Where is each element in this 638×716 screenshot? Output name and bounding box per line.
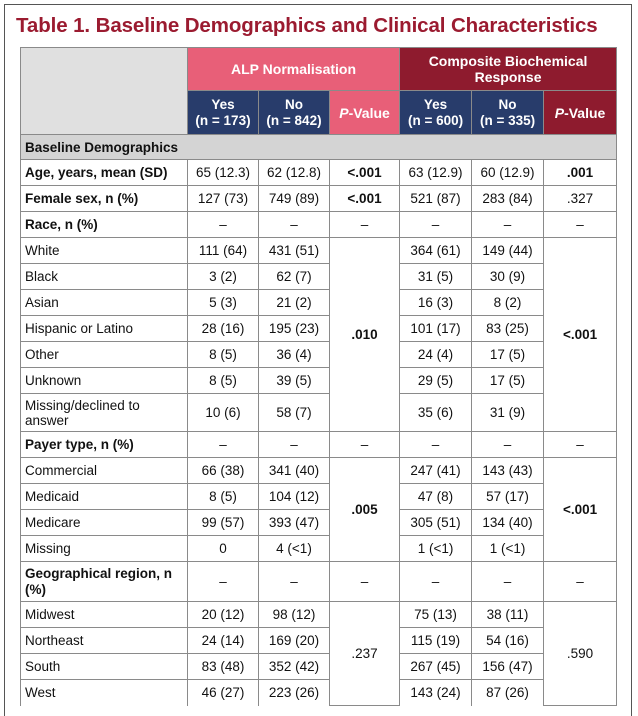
table-row xyxy=(21,654,617,680)
p-value-cell: .327 xyxy=(544,186,617,212)
row-label: Midwest xyxy=(21,602,188,628)
cell: 3 (2) xyxy=(188,264,259,290)
composite-response-header: Composite Biochemical Response xyxy=(400,48,617,91)
table-row xyxy=(21,432,617,458)
table-row xyxy=(21,536,617,562)
cell: 8 (5) xyxy=(188,368,259,394)
table-row xyxy=(21,394,617,432)
cell: 1 (<1) xyxy=(400,536,472,562)
cell: 54 (16) xyxy=(472,628,544,654)
cell: 8 (5) xyxy=(188,484,259,510)
cell: 169 (20) xyxy=(259,628,330,654)
cell: 267 (45) xyxy=(400,654,472,680)
dash-cell: – xyxy=(472,432,544,458)
alp-p-value-header: P-Value xyxy=(330,91,400,135)
row-label: Asian xyxy=(21,290,188,316)
dash-cell: – xyxy=(330,212,400,238)
dash-cell: – xyxy=(544,562,617,602)
table-row xyxy=(21,510,617,536)
cell: 115 (19) xyxy=(400,628,472,654)
cell: 1 (<1) xyxy=(472,536,544,562)
dash-cell: – xyxy=(544,432,617,458)
cell: 98 (12) xyxy=(259,602,330,628)
cell: 63 (12.9) xyxy=(400,160,472,186)
cbr-yes-header: Yes (n = 600) xyxy=(400,91,472,135)
table-row xyxy=(21,628,617,654)
cell: 30 (9) xyxy=(472,264,544,290)
cell: 99 (57) xyxy=(188,510,259,536)
cell: 31 (9) xyxy=(472,394,544,432)
cell: 127 (73) xyxy=(188,186,259,212)
cell: 134 (40) xyxy=(472,510,544,536)
alp-yes-header: Yes (n = 173) xyxy=(188,91,259,135)
cell: 101 (17) xyxy=(400,316,472,342)
dash-cell: – xyxy=(400,562,472,602)
dash-cell: – xyxy=(472,562,544,602)
table-row xyxy=(21,264,617,290)
p-value-cell: <.001 xyxy=(544,238,617,432)
dash-cell: – xyxy=(188,432,259,458)
cell: 17 (5) xyxy=(472,368,544,394)
cell: 195 (23) xyxy=(259,316,330,342)
cell: 36 (4) xyxy=(259,342,330,368)
dash-cell: – xyxy=(188,212,259,238)
table-row xyxy=(21,238,617,264)
cell: 749 (89) xyxy=(259,186,330,212)
p-value-cell: .237 xyxy=(330,602,400,706)
cell: 352 (42) xyxy=(259,654,330,680)
cell: 247 (41) xyxy=(400,458,472,484)
row-label: Other xyxy=(21,342,188,368)
cbr-no-header: No (n = 335) xyxy=(472,91,544,135)
row-label: Payer type, n (%) xyxy=(21,432,188,458)
row-label: Unknown xyxy=(21,368,188,394)
dash-cell: – xyxy=(544,212,617,238)
row-label: Geographical region, n (%) xyxy=(21,562,188,602)
dash-cell: – xyxy=(259,212,330,238)
cell: 223 (26) xyxy=(259,680,330,706)
cell: 62 (7) xyxy=(259,264,330,290)
table-row xyxy=(21,562,617,602)
cell: 29 (5) xyxy=(400,368,472,394)
cell: 149 (44) xyxy=(472,238,544,264)
cell: 57 (17) xyxy=(472,484,544,510)
cbr-p-value-header: P-Value xyxy=(544,91,617,135)
cell: 35 (6) xyxy=(400,394,472,432)
table-row xyxy=(21,368,617,394)
cell: 21 (2) xyxy=(259,290,330,316)
cell: 17 (5) xyxy=(472,342,544,368)
cell: 87 (26) xyxy=(472,680,544,706)
p-value-cell: .590 xyxy=(544,602,617,706)
cell: 28 (16) xyxy=(188,316,259,342)
dash-cell: – xyxy=(330,562,400,602)
cell: 60 (12.9) xyxy=(472,160,544,186)
cell: 46 (27) xyxy=(188,680,259,706)
table-row xyxy=(21,602,617,628)
cell: 156 (47) xyxy=(472,654,544,680)
cell: 111 (64) xyxy=(188,238,259,264)
alp-no-header: No (n = 842) xyxy=(259,91,330,135)
cell: 393 (47) xyxy=(259,510,330,536)
cell: 31 (5) xyxy=(400,264,472,290)
table-row xyxy=(21,186,617,212)
table-row xyxy=(21,160,617,186)
table-row xyxy=(21,484,617,510)
cell: 521 (87) xyxy=(400,186,472,212)
row-label: Female sex, n (%) xyxy=(21,186,188,212)
cell: 83 (48) xyxy=(188,654,259,680)
cell: 283 (84) xyxy=(472,186,544,212)
table-row xyxy=(21,458,617,484)
cell: 0 xyxy=(188,536,259,562)
dash-cell: – xyxy=(188,562,259,602)
row-label: Missing/declined to answer xyxy=(21,394,188,432)
p-value-cell: .005 xyxy=(330,458,400,562)
row-label: Age, years, mean (SD) xyxy=(21,160,188,186)
table-row xyxy=(21,212,617,238)
alp-normalisation-header: ALP Normalisation xyxy=(188,48,400,91)
row-label: Black xyxy=(21,264,188,290)
table-row xyxy=(21,290,617,316)
p-value-cell: <.001 xyxy=(544,458,617,562)
cell: 75 (13) xyxy=(400,602,472,628)
cell: 305 (51) xyxy=(400,510,472,536)
cell: 143 (43) xyxy=(472,458,544,484)
cell: 431 (51) xyxy=(259,238,330,264)
row-label: White xyxy=(21,238,188,264)
row-label: Commercial xyxy=(21,458,188,484)
cell: 8 (2) xyxy=(472,290,544,316)
p-value-cell: .001 xyxy=(544,160,617,186)
dash-cell: – xyxy=(472,212,544,238)
dash-cell: – xyxy=(400,212,472,238)
p-value-cell: .010 xyxy=(330,238,400,432)
cell: 83 (25) xyxy=(472,316,544,342)
cell: 66 (38) xyxy=(188,458,259,484)
row-label: Race, n (%) xyxy=(21,212,188,238)
cell: 39 (5) xyxy=(259,368,330,394)
cell: 8 (5) xyxy=(188,342,259,368)
cell: 24 (14) xyxy=(188,628,259,654)
cell: 38 (11) xyxy=(472,602,544,628)
cell: 10 (6) xyxy=(188,394,259,432)
cell: 65 (12.3) xyxy=(188,160,259,186)
row-label: West xyxy=(21,680,188,706)
section-baseline-demographics: Baseline Demographics xyxy=(21,135,617,160)
cell: 24 (4) xyxy=(400,342,472,368)
dash-cell: – xyxy=(259,562,330,602)
dash-cell: – xyxy=(259,432,330,458)
cell: 341 (40) xyxy=(259,458,330,484)
row-label: Missing xyxy=(21,536,188,562)
row-label: Northeast xyxy=(21,628,188,654)
dash-cell: – xyxy=(400,432,472,458)
p-value-cell: <.001 xyxy=(330,186,400,212)
cell: 143 (24) xyxy=(400,680,472,706)
cell: 47 (8) xyxy=(400,484,472,510)
cell: 5 (3) xyxy=(188,290,259,316)
cell: 16 (3) xyxy=(400,290,472,316)
row-label: Medicaid xyxy=(21,484,188,510)
table-row xyxy=(21,342,617,368)
row-label: South xyxy=(21,654,188,680)
cell: 4 (<1) xyxy=(259,536,330,562)
dash-cell: – xyxy=(330,432,400,458)
row-label: Medicare xyxy=(21,510,188,536)
demographics-table xyxy=(20,47,617,706)
cell: 364 (61) xyxy=(400,238,472,264)
table-row xyxy=(21,680,617,706)
table-title: Table 1. Baseline Demographics and Clinical Characteristics xyxy=(16,14,598,37)
row-label: Hispanic or Latino xyxy=(21,316,188,342)
p-value-cell: <.001 xyxy=(330,160,400,186)
table-row xyxy=(21,316,617,342)
cell: 58 (7) xyxy=(259,394,330,432)
header-corner xyxy=(21,48,188,135)
cell: 62 (12.8) xyxy=(259,160,330,186)
cell: 20 (12) xyxy=(188,602,259,628)
cell: 104 (12) xyxy=(259,484,330,510)
